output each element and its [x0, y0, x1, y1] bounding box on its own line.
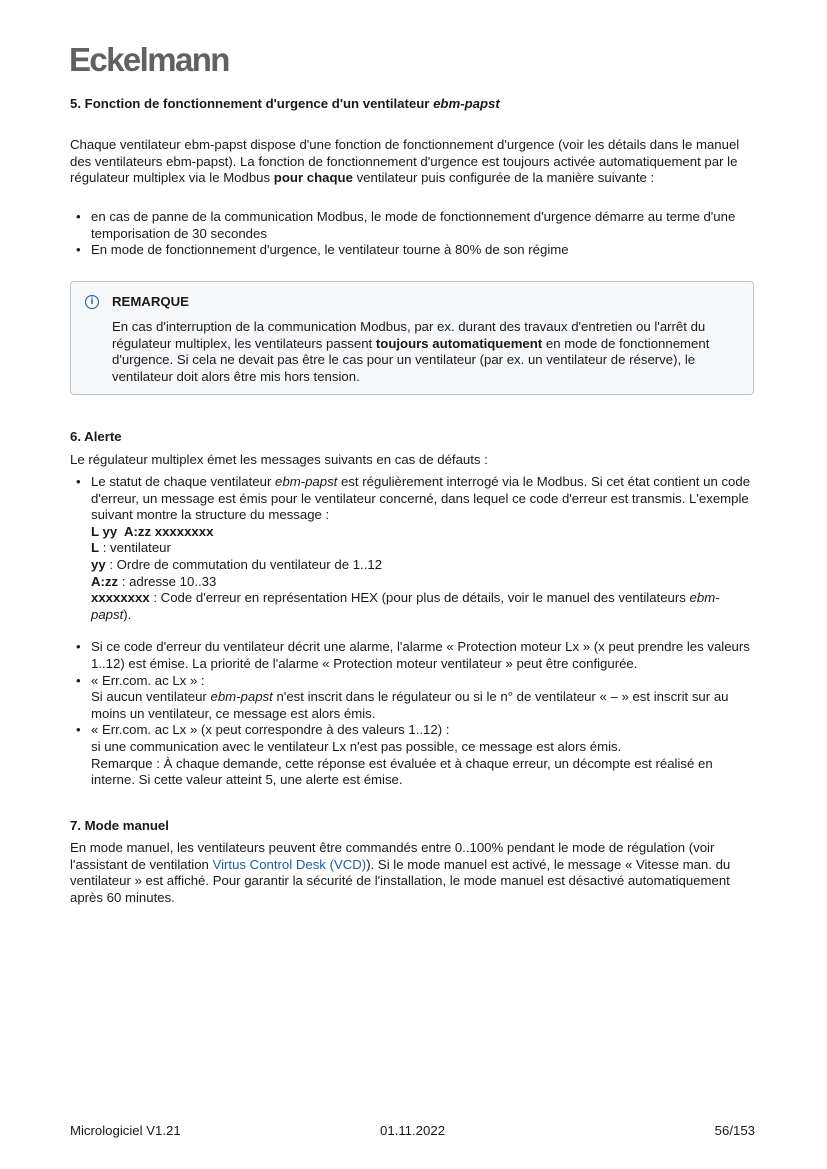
section-5-bullets — [70, 209, 758, 259]
text: n'est inscrit dans le régulateur ou si le n° de ventilateur « – » est inscrit sur au moins un ventilateur, ce message est alors émis. — [91, 689, 729, 721]
value: : adresse 10..33 — [118, 573, 217, 589]
list-item: • Si ce code d'erreur du ventilateur décrit une alarme, l'alarme « Protection moteur Lx » (x peut prendre les valeurs 1..12) est émise. La priorité de l'alarme « Protection moteur ventilateur » peut être configurée. — [70, 639, 758, 672]
heading-text: 5. Fonction de fonctionnement d'urgence d'un ventilateur — [70, 96, 434, 111]
text: Chaque ventilateur ebm-papst dispose d'une fonction de fonctionnement d'urgence (voir les détails dans le manuel des ventilateurs ebm-papst). La fonction de fonctionnement d'urgence est toujours activée automatiquement par le régulateur multiplex via le Modbus — [70, 137, 740, 186]
list-item: • en cas de panne de la communication Modbus, le mode de fonctionnement d'urgence démarre au terme d'une temporisation de 30 secondes — [70, 209, 758, 242]
info-icon: i — [85, 295, 99, 309]
text: « Err.com. ac Lx » (x peut correspondre à des valeurs 1..12) : — [91, 722, 450, 738]
key: xxxxxxxx — [91, 590, 150, 606]
list-item — [70, 673, 758, 723]
list-item — [70, 722, 758, 788]
section-6-intro: Le régulateur multiplex émet les messages suivants en cas de défauts : — [70, 452, 488, 467]
value: : Ordre de commutation du ventilateur de 1..12 — [105, 556, 383, 572]
section-7-paragraph — [70, 840, 758, 906]
value: : Code d'erreur en représentation HEX (pour plus de détails, voir le manuel des ventilateurs — [149, 590, 690, 606]
bold-text: toujours automatiquement — [375, 335, 543, 351]
section-5-heading — [70, 96, 758, 113]
section-5-paragraph — [70, 137, 758, 187]
section-6-heading: 6. Alerte — [70, 429, 122, 444]
footer-date: 01.11.2022 — [380, 1123, 446, 1138]
vcd-link[interactable]: Virtus Control Desk (VCD) — [212, 856, 367, 872]
italic-text: ebm-papst — [210, 689, 273, 705]
remark-box — [70, 281, 754, 395]
text: Remarque : À chaque demande, cette réponse est évaluée et à chaque erreur, un décompte est réalisé en interne. Si cette valeur atteint 5, une alerte est émise. — [91, 755, 713, 788]
text: ventilateur puis configurée de la manière suivante : — [352, 170, 655, 186]
footer-page-number: 56/153 — [714, 1123, 755, 1138]
text: en mode de fonctionnement d'urgence. Si cela ne devait pas être le cas pour un ventilateur (par ex. un ventilateur de réserve), le ventilateur doit alors être mis hors tension. — [112, 335, 710, 384]
key: A:zz — [91, 573, 119, 589]
value: : ventilateur — [99, 540, 171, 556]
italic-text: ebm-papst — [275, 474, 338, 489]
text: est régulièrement interrogé via le Modbus. Si cet état contient un code d'erreur, un message est émis pour le ventilateur concerné, dans lequel ce code d'erreur est transmis. L'exemple suivant montre la structure du message : — [91, 474, 751, 523]
message-format: L yy A:zz xxxxxxxx — [91, 523, 214, 539]
footer-firmware: Micrologiciel V1.21 — [70, 1123, 181, 1138]
italic-text: ebm-papst — [91, 590, 720, 622]
list-item: • En mode de fonctionnement d'urgence, le ventilateur tourne à 80% de son régime — [70, 242, 758, 259]
text: Le statut de chaque ventilateur — [91, 474, 276, 489]
text: En mode manuel, les ventilateurs peuvent être commandés entre 0..100% pendant le mode de régulation (voir l'assistant de ventilation — [70, 840, 715, 872]
list-item — [70, 474, 758, 623]
bold-text: pour chaque — [273, 170, 353, 186]
text: ). — [123, 606, 132, 622]
text: Si aucun ventilateur — [91, 689, 211, 705]
text: si une communication avec le ventilateur Lx n'est pas possible, ce message est alors émis. — [91, 738, 622, 754]
key: L — [91, 540, 100, 556]
eckelmann-logo: Eckelmann — [69, 41, 229, 78]
remark-title: REMARQUE — [112, 294, 189, 309]
text: ). Si le mode manuel est activé, le message « Vitesse man. du ventilateur » est affiché. Pour garantir la sécurité de l'installation, le mode manuel est désactivé automatiquement après 60 minutes. — [70, 856, 731, 905]
text: « Err.com. ac Lx » : — [91, 672, 205, 688]
section-6-bullets — [70, 474, 758, 789]
remark-body — [112, 319, 742, 385]
heading-italic: ebm-papst — [433, 96, 500, 111]
text: En cas d'interruption de la communication Modbus, par ex. durant des travaux d'entretien ou l'arrêt du régulateur multiplex, les ventilateurs passent — [112, 319, 706, 351]
key: yy — [91, 556, 106, 572]
section-7-heading: 7. Mode manuel — [70, 818, 169, 833]
